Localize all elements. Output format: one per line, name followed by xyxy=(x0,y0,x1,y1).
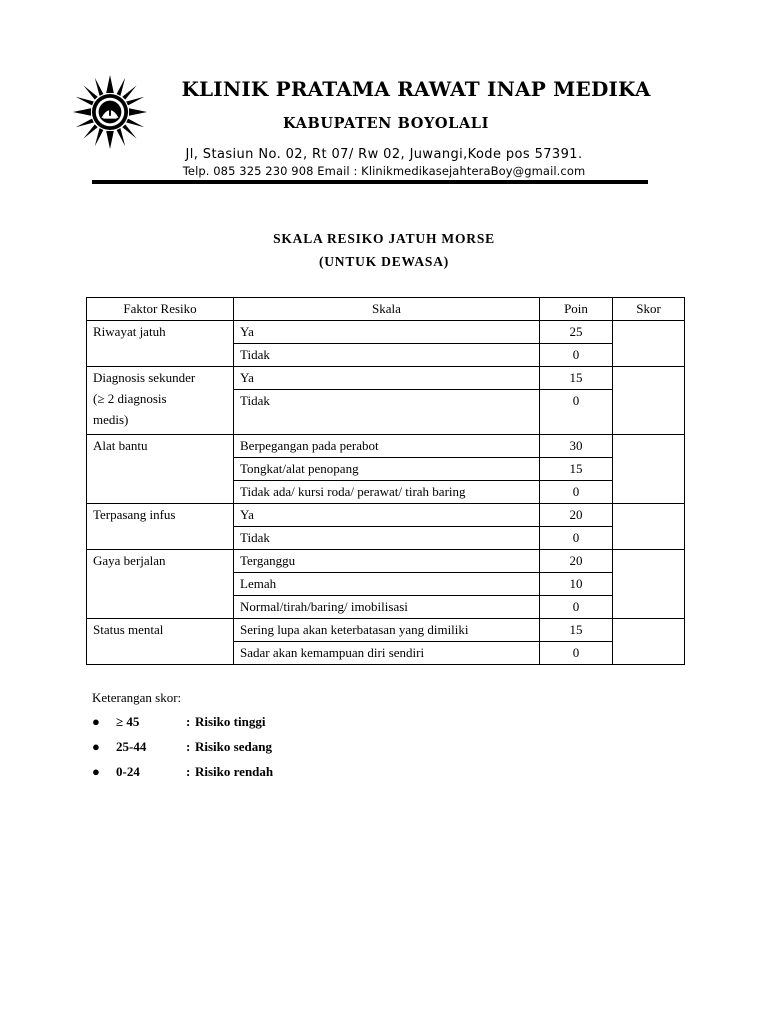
scale-cell: Ya xyxy=(234,367,540,390)
factor-cell: Gaya berjalan xyxy=(87,550,234,619)
clinic-address: Jl, Stasiun No. 02, Rt 07/ Rw 02, Juwangi,Kode pos 57391. xyxy=(185,147,583,162)
score-range: ≥ 45 xyxy=(116,714,140,729)
legend-separator: : xyxy=(186,739,191,754)
scale-cell: Ya xyxy=(234,504,540,527)
points-cell: 0 xyxy=(540,390,613,435)
points-cell: 10 xyxy=(540,573,613,596)
points-cell: 15 xyxy=(540,367,613,390)
scale-cell: Tongkat/alat penopang xyxy=(234,458,540,481)
legend-label: Keterangan skor: xyxy=(92,690,182,705)
bullet-icon: ● xyxy=(92,764,100,779)
score-legend xyxy=(92,712,392,787)
bullet-icon: ● xyxy=(92,739,100,754)
list-item xyxy=(92,762,392,787)
points-cell: 20 xyxy=(540,504,613,527)
score-cell[interactable] xyxy=(613,435,685,504)
factor-cell: Alat bantu xyxy=(87,435,234,504)
header-skor: Skor xyxy=(613,298,685,321)
factor-name-note: (≥ 2 diagnosis xyxy=(93,391,167,406)
factor-name: Diagnosis sekunder xyxy=(93,370,196,385)
points-cell: 0 xyxy=(540,344,613,367)
list-item xyxy=(92,712,392,737)
score-range: 25-44 xyxy=(116,739,147,754)
scale-cell: Sadar akan kemampuan diri sendiri xyxy=(234,642,540,665)
risk-level: Risiko rendah xyxy=(195,764,274,779)
factor-cell xyxy=(87,367,234,435)
table-row xyxy=(87,619,685,642)
muhammadiyah-sun-emblem-icon xyxy=(72,74,148,150)
risk-level: Risiko tinggi xyxy=(195,714,266,729)
scale-cell: Tidak xyxy=(234,390,540,435)
points-cell: 25 xyxy=(540,321,613,344)
table-row xyxy=(87,367,685,390)
points-cell: 15 xyxy=(540,458,613,481)
clinic-contact: Telp. 085 325 230 908 Email : KlinikmedikasejahteraBoy@gmail.com xyxy=(182,164,586,178)
scale-cell: Tidak ada/ kursi roda/ perawat/ tirah baring xyxy=(234,481,540,504)
score-range: 0-24 xyxy=(116,764,140,779)
scale-cell: Berpegangan pada perabot xyxy=(234,435,540,458)
scale-cell: Terganggu xyxy=(234,550,540,573)
header-divider xyxy=(92,180,648,184)
score-cell[interactable] xyxy=(613,550,685,619)
score-cell[interactable] xyxy=(613,367,685,435)
risk-level: Risiko sedang xyxy=(195,739,272,754)
table-row xyxy=(87,435,685,458)
score-cell[interactable] xyxy=(613,321,685,367)
table-header-row xyxy=(87,298,685,321)
factor-name-note: medis) xyxy=(93,412,129,427)
points-cell: 20 xyxy=(540,550,613,573)
points-cell: 0 xyxy=(540,642,613,665)
morse-fall-scale-table xyxy=(86,297,685,665)
score-cell[interactable] xyxy=(613,504,685,550)
factor-cell: Status mental xyxy=(87,619,234,665)
regency-name: KABUPATEN BOYOLALI xyxy=(283,115,489,132)
table-row xyxy=(87,504,685,527)
score-cell[interactable] xyxy=(613,619,685,665)
points-cell: 0 xyxy=(540,481,613,504)
clinic-name: KLINIK PRATAMA RAWAT INAP MEDIKA xyxy=(181,77,651,101)
bullet-icon: ● xyxy=(92,714,100,729)
list-item xyxy=(92,737,392,762)
scale-cell: Sering lupa akan keterbatasan yang dimiliki xyxy=(234,619,540,642)
scale-cell: Tidak xyxy=(234,344,540,367)
factor-cell: Riwayat jatuh xyxy=(87,321,234,367)
document-subtitle: (UNTUK DEWASA) xyxy=(318,254,450,269)
table-row xyxy=(87,321,685,344)
header-faktor-resiko: Faktor Resiko xyxy=(87,298,234,321)
header-skala: Skala xyxy=(234,298,540,321)
factor-cell: Terpasang infus xyxy=(87,504,234,550)
scale-cell: Tidak xyxy=(234,527,540,550)
legend-separator: : xyxy=(186,714,191,729)
points-cell: 15 xyxy=(540,619,613,642)
legend-separator: : xyxy=(186,764,191,779)
scale-cell: Lemah xyxy=(234,573,540,596)
points-cell: 0 xyxy=(540,527,613,550)
document-title: SKALA RESIKO JATUH MORSE xyxy=(273,231,495,246)
table-row xyxy=(87,550,685,573)
points-cell: 0 xyxy=(540,596,613,619)
header-poin: Poin xyxy=(540,298,613,321)
scale-cell: Ya xyxy=(234,321,540,344)
points-cell: 30 xyxy=(540,435,613,458)
scale-cell: Normal/tirah/baring/ imobilisasi xyxy=(234,596,540,619)
